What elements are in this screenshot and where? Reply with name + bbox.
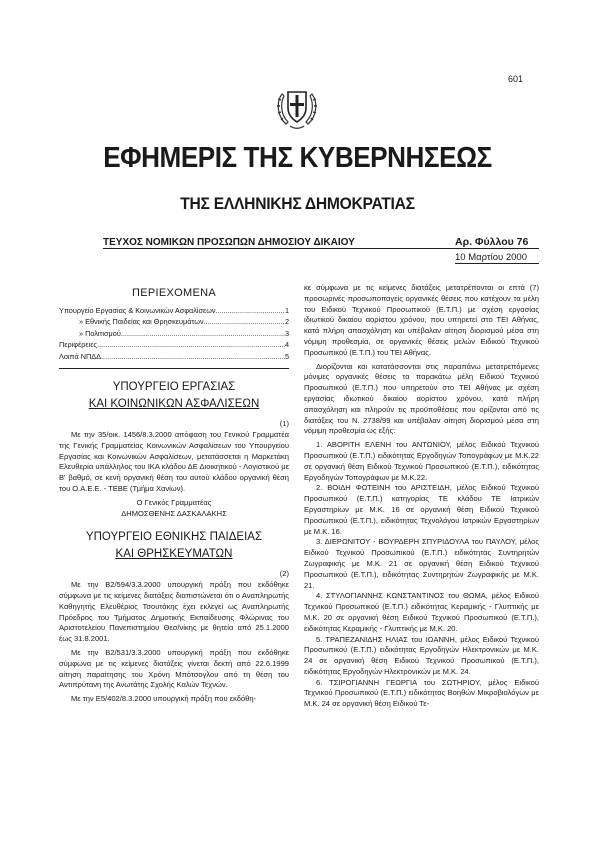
decision-text: κε σύμφωνα με τις κείμενες διατάξεις μετατρέπονται οι επτά (7) προσωρινές προσωποπαγείς οργανικές θέσεις που κατέχουν τα μέλη του Ειδικού Τεχνικού Προσωπικού (Ε.Τ.Π.) με σχέση εργασίας ιδιωτικού δικαίου αορίστου χρόνου, που υπηρετεί στο ΤΕΙ Αθήνας, κατά πλήρη απασχόληση και υπέβαλαν αίτηση διορισμού μέσα στη νόμιμη προθεσμία, σε οργανικές θέσεις μελών Ειδικού Τεχνικού Προσωπικού (Ε.Τ.Π.) του ΤΕΙ Αθήνας. xyxy=(304,283,539,357)
toc-leader-dots xyxy=(204,316,285,328)
right-column xyxy=(304,283,539,710)
appointee-item: 1. ΑΒΟΡΙΤΗ ΕΛΕΝΗ του ΑΝΤΩΝΙΟΥ, μέλος Ειδικού Τεχνικού Προσωπικού (Ε.Τ.Π.) ειδικότητας Εργοδηγών Τοπογράφων με Μ.Κ.22 σε οργανική θέση Ειδικού Τεχνικού Προσωπικού (Ε.Τ.Π.), ειδικότητας Εργοδηγών Τοπογράφων με Μ.Κ.22. xyxy=(304,440,539,482)
page-number: 601 xyxy=(508,74,524,84)
toc-item-page: 2 xyxy=(284,317,289,327)
signer-title: Ο Γενικός Γραμματέας xyxy=(136,497,212,507)
toc-item-page: 3 xyxy=(284,328,289,338)
toc-item xyxy=(59,351,289,363)
appointee-item: 4. ΣΤΥΛΟΓΙΑΝΝΗΣ ΚΩΝΣΤΑΝΤΙΝΟΣ του ΘΩΜΑ, μέλος Ειδικού Τεχνικού Προσωπικού (Ε.Τ.Π.) ειδικότητας Κεραμικής - Γλυπτικής με Μ.Κ. 20 σε οργανική θέση Ειδικού Τεχνικού Προσωπικού (Ε.Τ.Π.), ειδικότητας Κεραμικής - Γλυπτικής με Μ.Κ. 20. xyxy=(304,591,539,633)
toc-item-label: » Εθνικής Παιδείας και Θρησκευμάτων xyxy=(79,317,204,327)
toc-leader-dots xyxy=(101,351,285,363)
issue-date: 10 Μαρτίου 2000 xyxy=(455,252,527,263)
coat-of-arms-icon xyxy=(274,82,320,132)
decision-text: Με την Ε5/402/8.3.2000 υπουργική πράξη που εκδόθη- xyxy=(71,694,257,704)
toc-leader-dots xyxy=(97,339,285,351)
issue-number: Αρ. Φύλλου 76 xyxy=(455,236,529,248)
toc-item xyxy=(59,339,289,351)
toc-item-page: 1 xyxy=(284,305,289,315)
decision-text: Με την 35/οικ. 1456/8.3.2000 απόφαση του Γενικού Γραμματέα της Γενικής Γραμματείας Κοινωνικών Ασφαλίσεων του Υπουργείου Εργασίας και Κοινωνικών Ασφαλίσεων, μετατάσσεται η Μαρκετάκη Ελευθερία υπάλληλος του ΙΚΑ κλάδου ΔΕ Διοικητικού - Λογιστικού με Β' βαθμό, σε κενή οργανική θέση του αυτού κλάδου οργανική θέση του Ο.Α.Ε.Ε. - ΤΕΒΕ (Τμήμα Χανίων). xyxy=(59,430,289,494)
section-heading-education xyxy=(59,529,289,563)
section-heading-line: ΥΠΟΥΡΓΕΙΟ ΕΘΝΙΚΗΣ ΠΑΙΔΕΙΑΣ xyxy=(85,531,263,544)
toc-leader-dots xyxy=(216,305,285,317)
toc-item xyxy=(59,328,289,340)
toc-item-page: 4 xyxy=(284,340,289,350)
appointee-item: 2. ΒΟΙΔΗ ΦΩΤΕΙΝΗ του ΑΡΙΣΤΕΙΔΗ, μέλος Ειδικού Τεχνικού Προσωπικού (Ε.Τ.Π.) κατηγορίας ΤΕ κλάδου ΤΕ Ιατρικών Εργαστηρίων με Μ.Κ. 16 σε οργανική θέση Ειδικού Τεχνικού Προσωπικού (Ε.Τ.Π.), ειδικότητας Τεχνολόγου Ιατρικών Εργαστηρίων με Μ.Κ. 16. xyxy=(304,483,539,536)
toc-heading: ΠΕΡΙΕΧΟΜΕΝΑ xyxy=(132,287,216,299)
signer-name: ΔΗΜΟΣΘΕΝΗΣ ΔΑΣΚΑΛΑΚΗΣ xyxy=(121,508,227,518)
table-of-contents xyxy=(59,305,289,363)
decision-text: Διορίζονται και κατατάσσονται στις παραπάνω μετατρεπόμενες μόνιμες οργανικές θέσεις τα παρακάτω μέλη Ειδικού Τεχνικού Προσωπικού (Ε.Τ.Π.) που υπηρετούν στο ΤΕΙ Αθήνας με σχέση εργασίας ιδιωτικού δικαίου αορίστου χρόνου, κατά πλήρη απασχόληση και πληρούν τις προϋποθέσεις που ορίζονται από τις διατάξεις του Ν. 2738/99 και υπέβαλαν αίτηση διορισμού μέσα στη νόμιμη προθεσμία ως εξής: xyxy=(304,361,539,436)
item-number: (1) xyxy=(279,419,289,429)
toc-item xyxy=(59,316,289,328)
left-column xyxy=(59,280,289,708)
toc-item-label: Περιφέρειες xyxy=(59,340,98,350)
toc-leader-dots xyxy=(121,328,285,340)
appointee-item: 3. ΔΙΕΡΩΝΙΤΟΥ - ΒΟΥΡΔΕΡΗ ΣΠΥΡΙΔΟΥΛΑ του ΠΑΥΛΟΥ, μέλος Ειδικού Τεχνικού Προσωπικού (Ε.Τ.Π.) ειδικότητας Συντηρητών Ζωγραφικής με Μ.Κ. 21 σε οργανική θέση Ειδικού Τεχνικού Προσωπικού (Ε.Τ.Π.), ειδικότητας Συντηρητών Ζωγραφικής με Μ.Κ. 21. xyxy=(304,537,539,590)
gazette-title: ΕΦΗΜΕΡΙΣ ΤΗΣ ΚΥΒΕΡΝΗΣΕΩΣ xyxy=(103,142,492,174)
date-divider xyxy=(455,263,539,264)
header-divider xyxy=(103,248,539,249)
series-title: ΤΕΥΧΟΣ ΝΟΜΙΚΩΝ ΠΡΟΣΩΠΩΝ ΔΗΜΟΣΙΟΥ ΔΙΚΑΙΟΥ xyxy=(103,237,355,248)
toc-divider xyxy=(59,368,289,369)
appointee-item: 6. ΤΣΙΡΟΓΙΑΝΝΗ ΓΕΩΡΓΙΑ του ΣΩΤΗΡΙΟΥ, μέλος Ειδικού Τεχνικού Προσωπικού (Ε.Τ.Π.) ειδικότητας Βοηθών Μικροβιολόγων με Μ.Κ. 24 σε οργανική θέση Ειδικού Τε- xyxy=(304,677,539,709)
section-heading-labour xyxy=(59,379,289,413)
toc-item-page: 5 xyxy=(284,351,289,361)
toc-item-label: Υπουργείο Εργασίας & Κοινωνικών Ασφαλίσεων xyxy=(59,305,216,315)
section-heading-line: ΚΑΙ ΘΡΗΣΚΕΥΜΑΤΩΝ xyxy=(115,548,233,561)
gazette-subtitle: ΤΗΣ ΕΛΛΗΝΙΚΗΣ ΔΗΜΟΚΡΑΤΙΑΣ xyxy=(180,194,415,213)
toc-item-label: » Πολιτισμού xyxy=(79,328,121,338)
decision-text: Με την Β2/531/3.3.2000 υπουργική πράξη που εκδόθηκε σύμφωνα με τις κείμενες διατάξεις γίνεται δεκτή από 22.6.1999 αίτηση παραίτησης του Χρόνη Μπότσογλου από τη θέση του Αντιπρύτανη της Ανωτάτης Σχολής Καλών Τεχνών. xyxy=(59,648,289,690)
appointee-item: 5. ΤΡΑΠΕΖΑΝΙΔΗΣ ΗΛΙΑΣ του ΙΩΑΝΝΗ, μέλος Ειδικού Τεχνικού Προσωπικού (Ε.Τ.Π.) ειδικότητας Εργοδηγών Ηλεκτρονικών με Μ.Κ. 24 σε οργανική θέση Ειδικού Τεχνικού Προσωπικού (Ε.Τ.Π.), ειδικότητας Εργοδηγών Ηλεκτρονικών με Μ.Κ. 24. xyxy=(304,634,539,676)
item-number: (2) xyxy=(279,569,289,579)
toc-item xyxy=(59,305,289,317)
section-heading-line: ΚΑΙ ΚΟΙΝΩΝΙΚΩΝ ΑΣΦΑΛΙΣΕΩΝ xyxy=(88,398,260,411)
decision-text: Με την Β2/594/3.3.2000 υπουργική πράξη που εκδόθηκε σύμφωνα με τις κείμενες διατάξεις διαπιστώνεται ότι ο Αναπληρωτής Καθηγητής Ελευθέριος Τσουτάκης έχει εκλεγεί ως Αναπληρωτής Πρόεδρος του Τμήματος Δημοτικής Εκπαίδευσης Φλώρινας του Αριστοτελείου Πανεπιστημίου Θεσ/νίκης με θητεία από 25.1.2000 έως 31.8.2001. xyxy=(59,580,289,644)
toc-item-label: Λοιπά ΝΠΔΔ xyxy=(59,351,102,361)
section-heading-line: ΥΠΟΥΡΓΕΙΟ ΕΡΓΑΣΙΑΣ xyxy=(112,381,236,394)
